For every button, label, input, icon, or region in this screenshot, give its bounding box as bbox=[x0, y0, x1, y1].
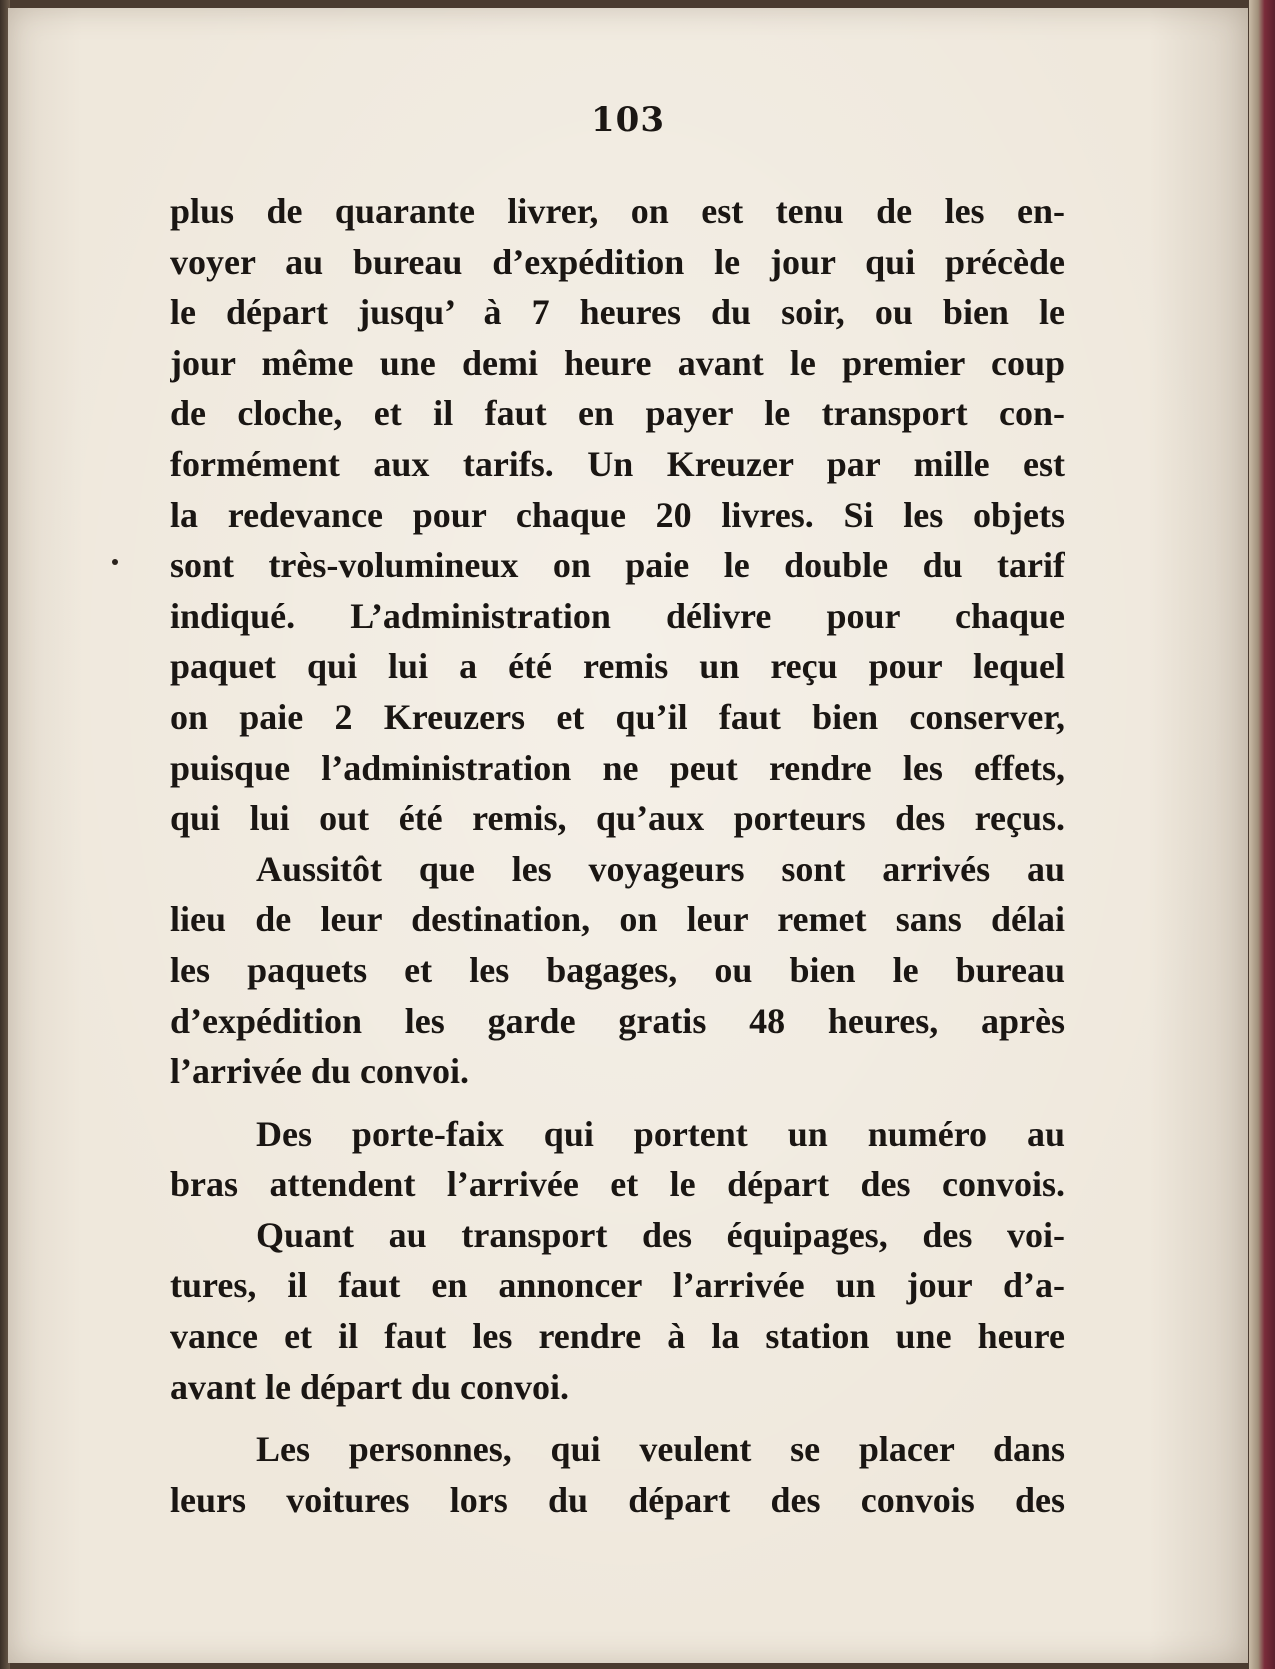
text-line: d’expédition les garde gratis 48 heures, après bbox=[170, 1000, 1065, 1041]
text-line: leurs voitures lors du départ des convois des bbox=[170, 1479, 1065, 1520]
text-line: les paquets et les bagages, ou bien le bureau bbox=[170, 949, 1065, 990]
text-line: de cloche, et il faut en payer le transport con- bbox=[170, 393, 1065, 434]
paragraph-5 bbox=[170, 1424, 1065, 1525]
paragraph-4 bbox=[170, 1210, 1065, 1412]
text-line: vance et il faut les rendre à la station une heure bbox=[170, 1316, 1065, 1357]
text-line: puisque l’administration ne peut rendre les effets, bbox=[170, 747, 1065, 788]
text-line: la redevance pour chaque 20 livres. Si les objets bbox=[170, 494, 1065, 535]
book-spine-edge bbox=[1249, 0, 1275, 1669]
text-line: Les personnes, qui veulent se placer dans bbox=[256, 1429, 1065, 1470]
page-number: 103 bbox=[591, 100, 665, 140]
text-line: Quant au transport des équipages, des voi- bbox=[256, 1214, 1065, 1255]
text-line: bras attendent l’arrivée et le départ des convois. bbox=[170, 1164, 1065, 1205]
text-line: on paie 2 Kreuzers et qu’il faut bien conserver, bbox=[170, 696, 1065, 737]
text-line: Aussitôt que les voyageurs sont arrivés au bbox=[256, 848, 1065, 889]
text-line: l’arrivée du convoi. bbox=[170, 1051, 469, 1092]
text-line: sont très-volumineux on paie le double du tarif bbox=[170, 545, 1065, 586]
paragraph-2 bbox=[170, 844, 1065, 1097]
text-line: lieu de leur destination, on leur remet sans délai bbox=[170, 899, 1065, 940]
text-line: plus de quarante livrer, on est tenu de les en- bbox=[170, 191, 1065, 231]
text-line: avant le départ du convoi. bbox=[170, 1366, 570, 1407]
paragraph-gap bbox=[170, 1097, 1065, 1109]
text-line: paquet qui lui a été remis un reçu pour lequel bbox=[170, 646, 1065, 687]
text-line: qui lui out été remis, qu’aux porteurs des reçus. bbox=[170, 798, 1065, 839]
text-line: tures, il faut en annoncer l’arrivée un jour d’a- bbox=[170, 1265, 1065, 1306]
text-line: Des porte-faix qui portent un numéro au bbox=[256, 1113, 1065, 1154]
body-text bbox=[170, 186, 1065, 1525]
text-line: indiqué. L’administration délivre pour chaque bbox=[170, 595, 1065, 636]
text-line: formément aux tarifs. Un Kreuzer par mille est bbox=[170, 443, 1065, 484]
text-line: le départ jusqu’ à 7 heures du soir, ou bien le bbox=[170, 292, 1065, 333]
book-page bbox=[8, 8, 1248, 1663]
text-line: jour même une demi heure avant le premier coup bbox=[170, 342, 1065, 383]
text-line: voyer au bureau d’expédition le jour qui précède bbox=[170, 241, 1065, 282]
ink-speck bbox=[112, 559, 118, 565]
paragraph-gap bbox=[170, 1412, 1065, 1424]
paragraph-1 bbox=[170, 186, 1065, 844]
paragraph-3 bbox=[170, 1109, 1065, 1210]
